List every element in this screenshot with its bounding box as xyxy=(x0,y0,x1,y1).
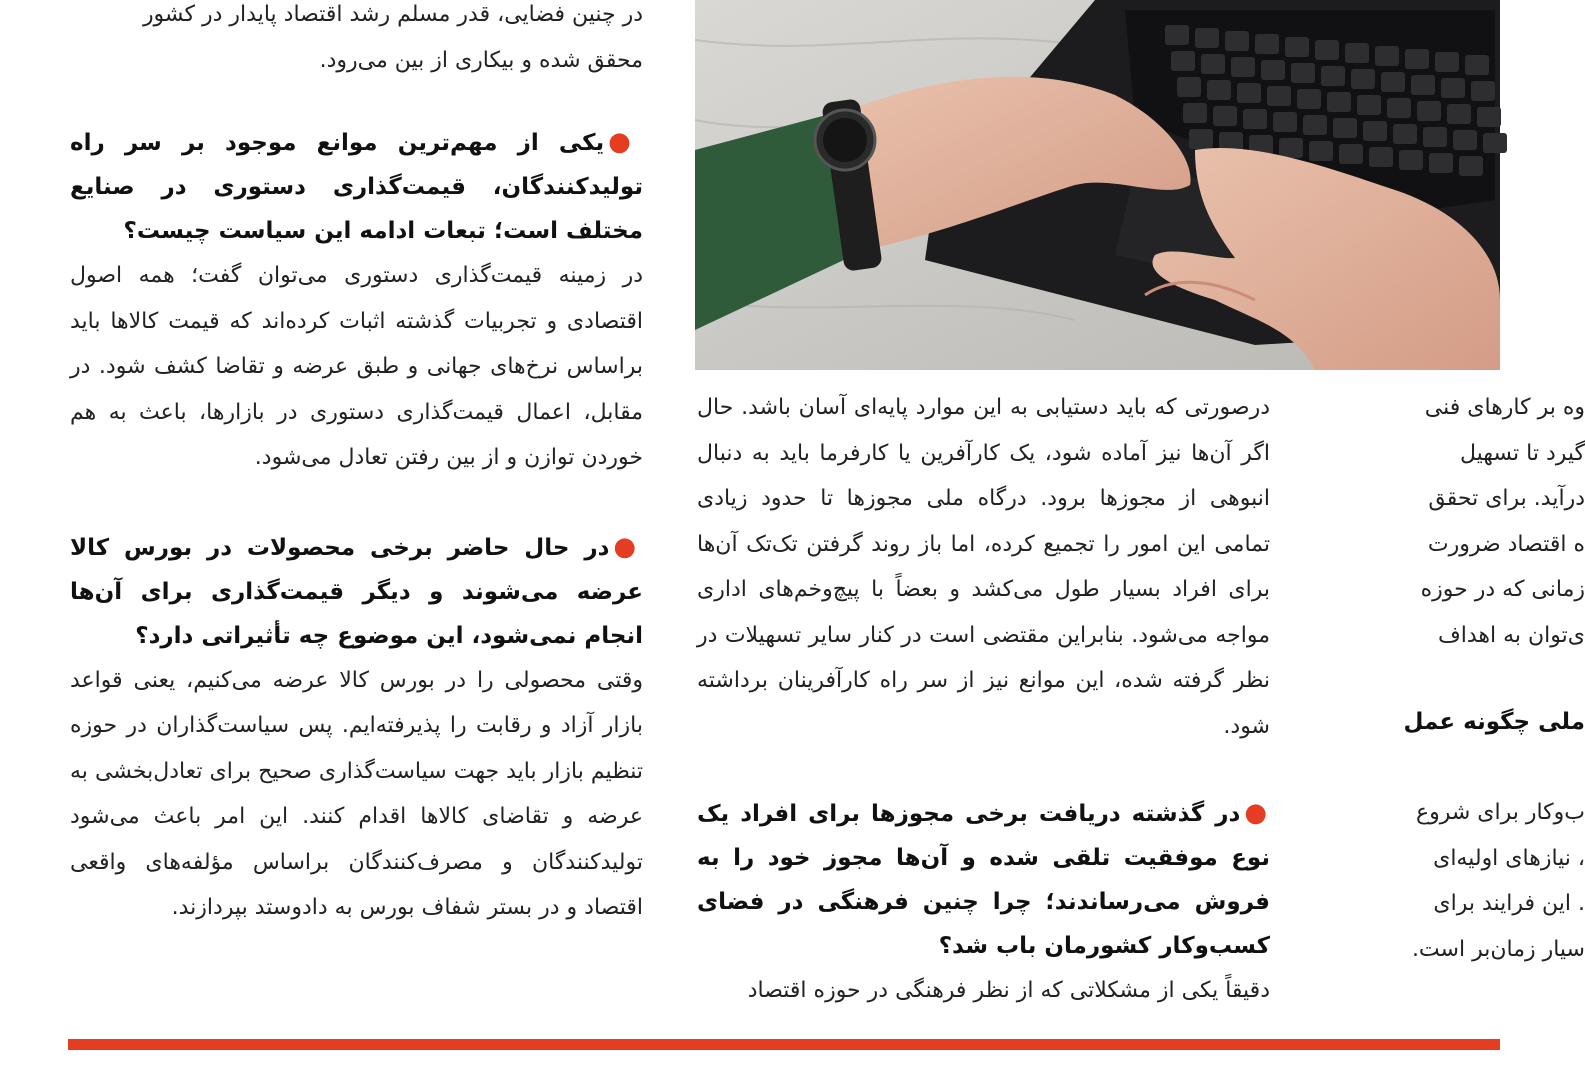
keyboard-key xyxy=(1459,156,1483,176)
keyboard-key xyxy=(1285,37,1309,57)
keyboard-key xyxy=(1387,98,1411,118)
article-column-middle xyxy=(697,385,1270,1014)
keyboard-key xyxy=(1363,121,1387,141)
intro-line: محقق شده و بیکاری از بین می‌رود. xyxy=(319,47,643,73)
keyboard-key xyxy=(1327,92,1351,112)
keyboard-key xyxy=(1315,40,1339,60)
keyboard-key xyxy=(1195,28,1219,48)
body-line: ه اقتصاد ضرورت xyxy=(1427,531,1585,557)
keyboard-key xyxy=(1243,109,1267,129)
keyboard-key xyxy=(1267,86,1291,106)
keyboard-key xyxy=(1369,147,1393,167)
body-line: زمانی که در حوزه xyxy=(1420,577,1585,602)
keyboard-key xyxy=(1411,75,1435,95)
question-heading xyxy=(697,791,1270,968)
keyboard-key xyxy=(1417,101,1441,121)
keyboard-key xyxy=(1483,133,1507,153)
question-heading xyxy=(70,525,643,658)
keyboard-key xyxy=(1291,63,1315,83)
keyboard-key xyxy=(1333,118,1357,138)
bullet-dot-icon: ● xyxy=(613,531,644,562)
keyboard-key xyxy=(1435,52,1459,72)
keyboard-key xyxy=(1393,124,1417,144)
body-line: ب‌وکار برای شروع xyxy=(1415,800,1585,825)
keyboard-key xyxy=(1231,57,1255,77)
keyboard-key xyxy=(1201,54,1225,74)
answer-paragraph: وقتی محصولی را در بورس کالا عرضه می‌کنیم، یعنی قواعد بازار آزاد و رقابت را پذیرفته‌ایم. پس سیاست‌گذاران در حوزه تنظیم بازار باید جهت سیاست‌گذاری صحیح برای تعادل‌بخشی به عرضه و تقاضای کالاها اقدام کنند. این امر باعث می‌شود تولیدکنندگان و مصرف‌کنندگان براساس مؤلفه‌های واقعی اقتصاد و در بستر شفاف بورس به دادوستد بپردازند. xyxy=(70,667,643,920)
keyboard-key xyxy=(1237,83,1261,103)
keyboard-key xyxy=(1471,81,1495,101)
keyboard-key xyxy=(1165,25,1189,45)
answer-paragraph: در زمینه قیمت‌گذاری دستوری می‌توان گفت؛ همه اصول اقتصادی و تجربیات گذشته اثبات کرده‌اند که قیمت کالاها باید براساس نرخ‌های جهانی و طبق عرضه و تقاضا کشف شود. در مقابل، اعمال قیمت‌گذاری دستوری در بازارها، باعث به هم خوردن توازن و از بین رفتن تعادل می‌شود. xyxy=(70,263,643,470)
keyboard-key xyxy=(1303,115,1327,135)
keyboard-key xyxy=(1429,153,1453,173)
keyboard-key xyxy=(1297,89,1321,109)
keyboard-key xyxy=(1309,141,1333,161)
keyboard-key xyxy=(1465,55,1489,75)
keyboard-key xyxy=(1423,127,1447,147)
keyboard-key xyxy=(1261,60,1285,80)
body-line: گیرد تا تسهیل xyxy=(1459,440,1585,466)
article-photo xyxy=(695,0,1500,370)
body-line: . این فرایند برای xyxy=(1433,891,1585,916)
body-line: سیار زمان‌بر است. xyxy=(1411,936,1585,962)
keyboard-key xyxy=(1399,150,1423,170)
question-heading: ملی چگونه عمل xyxy=(1403,709,1585,735)
intro-line: در چنین فضایی، قدر مسلم رشد اقتصاد پایدار در کشور xyxy=(142,2,643,27)
keyboard-key xyxy=(1453,130,1477,150)
keyboard-key xyxy=(1339,144,1363,164)
article-column-right xyxy=(1325,385,1585,972)
body-line: ی‌توان به اهداف xyxy=(1437,622,1585,648)
keyboard-key xyxy=(1477,107,1501,127)
question-heading xyxy=(70,120,643,253)
footer-divider xyxy=(68,1039,1500,1050)
keyboard-key xyxy=(1177,77,1201,97)
keyboard-key xyxy=(1345,43,1369,63)
question-text: در گذشته دریافت برخی مجوزها برای افراد یک نوع موفقیت تلقی شده و آن‌ها مجوز خود را به فروش می‌رساندند؛ چرا چنین فرهنگی در فضای کسب‌وکار کشورمان باب شد؟ xyxy=(697,801,1270,959)
body-line: درآید. برای تحقق xyxy=(1428,486,1585,511)
bullet-dot-icon: ● xyxy=(1244,798,1270,828)
question-text: در حال حاضر برخی محصولات در بورس کالا عرضه می‌شوند و دیگر قیمت‌گذاری برای آن‌ها انجام نمی‌شود، این موضوع چه تأثیراتی دارد؟ xyxy=(70,534,643,649)
keyboard-key xyxy=(1213,106,1237,126)
body-line: ، نیازهای اولیه‌ای xyxy=(1433,845,1585,871)
question-text: یکی از مهم‌ترین موانع موجود بر سر راه تولیدکنندگان، قیمت‌گذاری دستوری در صنایع مختلف است؛ تبعات ادامه این سیاست چیست؟ xyxy=(70,130,643,244)
keyboard-key xyxy=(1375,46,1399,66)
keyboard-key xyxy=(1273,112,1297,132)
keyboard-key xyxy=(1357,95,1381,115)
keyboard-key xyxy=(1279,138,1303,158)
keyboard-key xyxy=(1183,103,1207,123)
body-line: وه بر کارهای فنی xyxy=(1424,395,1585,420)
body-paragraph: درصورتی که باید دستیابی به این موارد پایه‌ای آسان باشد. حال اگر آن‌ها نیز آماده شود، یک کارآفرین یا کارفرما باید به دنبال انبوهی از مجوزها برود. درگاه ملی مجوزها تا حدود زیادی تمامی این امور را تجمیع کرده، اما باز روند گرفتن تک‌تک آن‌ها برای افراد بسیار طول می‌کشد و بعضاً با پیچ‌وخم‌های اداری مواجه می‌شود. بنابراین مقتضی است در کنار سایر تسهیلات در نظر گرفته شده، این موانع نیز از سر راه کارآفرینان برداشته شود. xyxy=(697,395,1270,739)
keyboard-key xyxy=(1189,129,1213,149)
article-column-left xyxy=(70,0,643,931)
keyboard-key xyxy=(1255,34,1279,54)
keyboard-key xyxy=(1351,69,1375,89)
answer-paragraph: دقیقاً یکی از مشکلاتی که از نظر فرهنگی در حوزه اقتصاد xyxy=(747,978,1270,1003)
keyboard-key xyxy=(1441,78,1465,98)
laptop-typing-illustration xyxy=(695,0,1500,370)
keyboard-key xyxy=(1171,51,1195,71)
keyboard-key xyxy=(1225,31,1249,51)
keyboard-key xyxy=(1447,104,1471,124)
keyboard-key xyxy=(1381,72,1405,92)
keyboard-key xyxy=(1207,80,1231,100)
keyboard-key xyxy=(1321,66,1345,86)
keyboard-key xyxy=(1405,49,1429,69)
bullet-dot-icon: ● xyxy=(608,127,644,157)
